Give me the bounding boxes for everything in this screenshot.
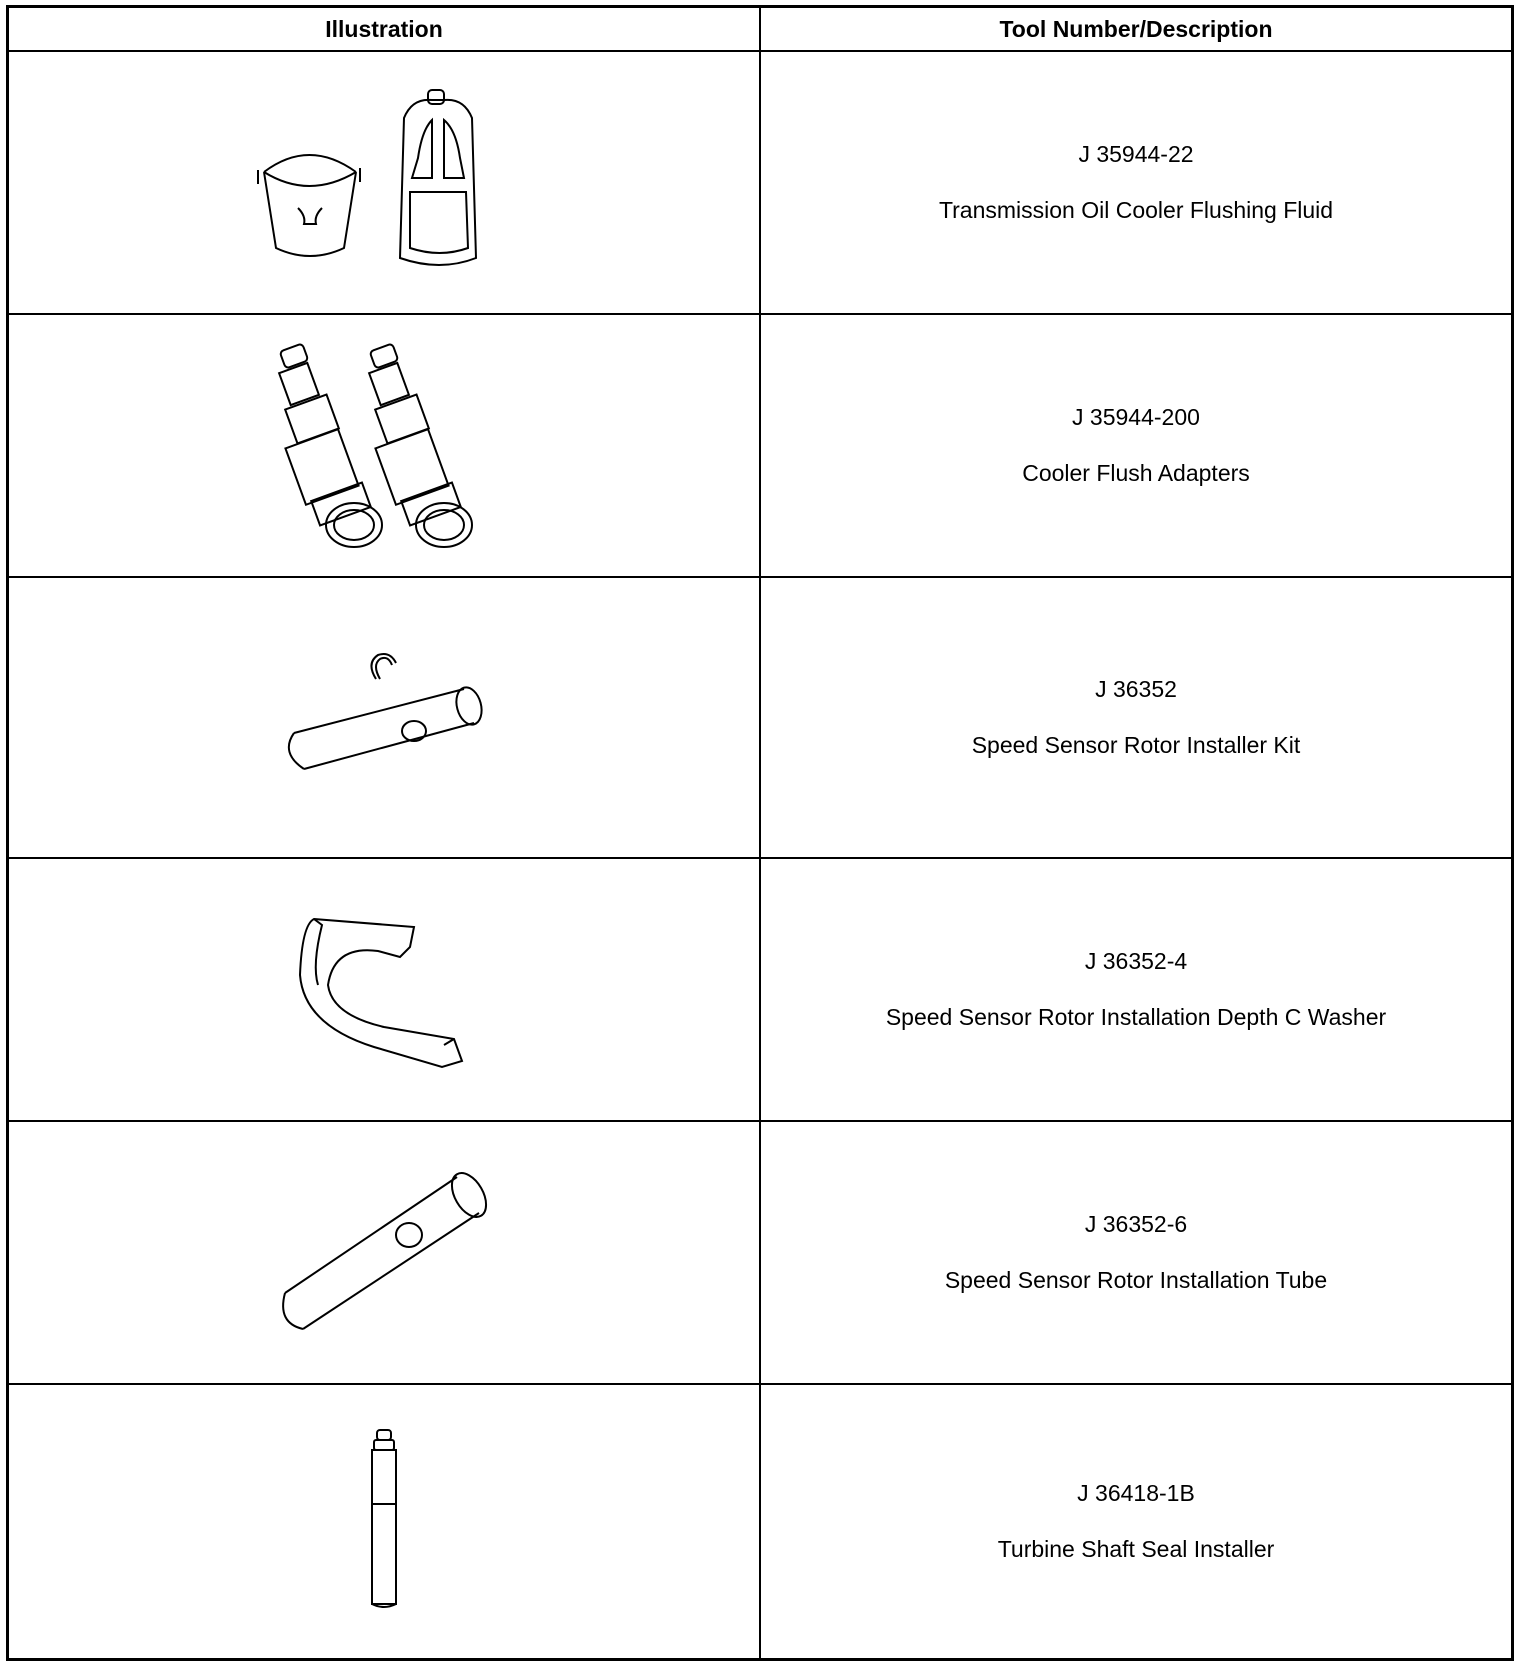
- installation-tube-icon: [269, 1163, 499, 1343]
- tool-description: Speed Sensor Rotor Installer Kit: [971, 732, 1301, 758]
- description-cell: [760, 858, 1513, 1121]
- tool-description: Speed Sensor Rotor Installation Depth C Washer: [885, 1004, 1387, 1030]
- tool-header: Tool Number/Description: [760, 7, 1513, 52]
- description-cell: [760, 51, 1513, 314]
- table-row: [8, 577, 1513, 858]
- illustration-cell: [8, 314, 761, 577]
- table-row: [8, 51, 1513, 314]
- c-washer-icon: [284, 905, 484, 1075]
- illustration-cell: [8, 51, 761, 314]
- description-cell: [760, 1121, 1513, 1384]
- table-row: [8, 858, 1513, 1121]
- installer-kit-tube-and-washer-icon: [274, 643, 494, 793]
- tool-description: Cooler Flush Adapters: [1022, 460, 1250, 486]
- illustration-cell: [8, 858, 761, 1121]
- tool-number: J 35944-200: [1072, 404, 1200, 430]
- description-cell: [760, 314, 1513, 577]
- tool-description: Transmission Oil Cooler Flushing Fluid: [938, 197, 1334, 223]
- description-cell: [760, 1384, 1513, 1659]
- tool-number: J 36352-6: [1084, 1211, 1188, 1237]
- table-row: [8, 314, 1513, 577]
- tool-number: J 36352: [1095, 676, 1177, 702]
- tool-number: J 35944-22: [1078, 141, 1194, 167]
- illustration-cell: [8, 1121, 761, 1384]
- description-cell: [760, 577, 1513, 858]
- tool-number: J 36352-4: [1084, 948, 1188, 974]
- cooler-flush-adapters-icon: [264, 341, 504, 551]
- illustration-cell: [8, 1384, 761, 1659]
- tool-description: Speed Sensor Rotor Installation Tube: [944, 1267, 1328, 1293]
- table-row: [8, 1384, 1513, 1659]
- seal-installer-rod-icon: [354, 1426, 414, 1616]
- illustration-header: Illustration: [8, 7, 761, 52]
- special-tools-table: [6, 5, 1514, 1661]
- tool-number: J 36418-1B: [1077, 1479, 1195, 1506]
- flushing-fluid-bucket-and-bottle-icon: [254, 88, 514, 278]
- header-row: [8, 7, 1513, 52]
- illustration-cell: [8, 577, 761, 858]
- table-row: [8, 1121, 1513, 1384]
- tool-description: Turbine Shaft Seal Installer: [997, 1535, 1275, 1562]
